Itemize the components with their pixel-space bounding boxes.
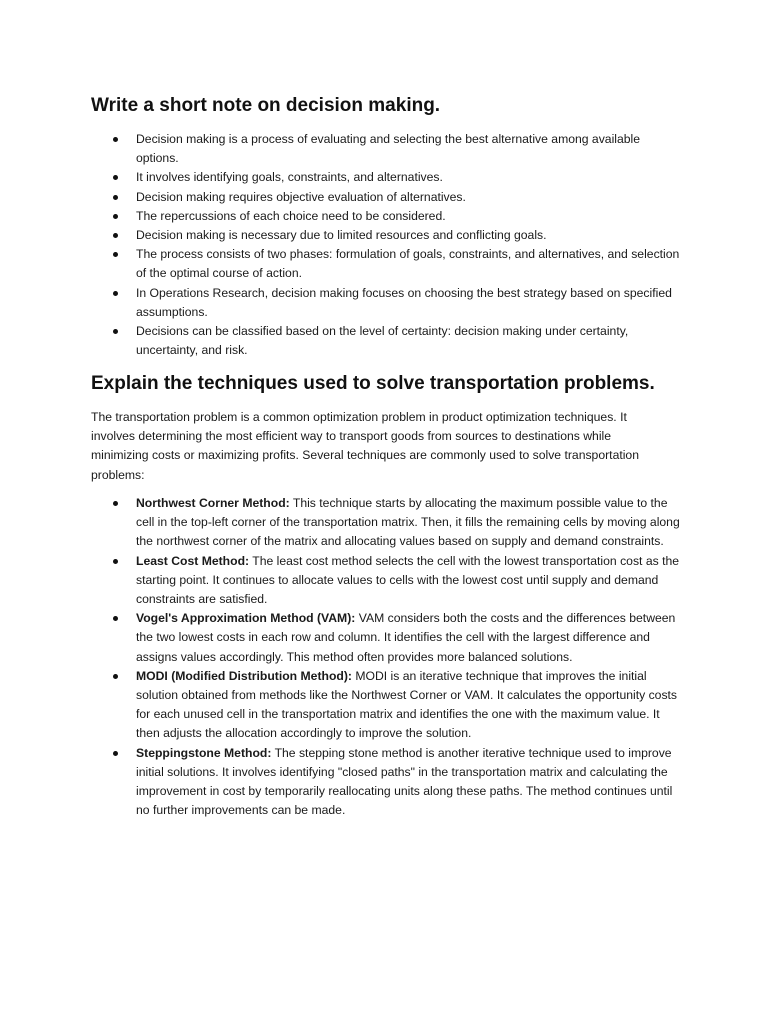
section-heading-decision-making: Write a short note on decision making. (91, 95, 441, 116)
bullet-icon (113, 291, 118, 296)
list-item-text: Decision making requires objective evaluation of alternatives. (136, 189, 466, 204)
list-item (91, 188, 681, 207)
method-term: Steppingstone Method: (136, 745, 272, 760)
list-item-text: In Operations Research, decision making focuses on choosing the best strategy based on specified assumptions. (136, 285, 672, 319)
list-item (91, 322, 681, 360)
transportation-methods-list (91, 494, 681, 820)
bullet-icon (113, 137, 118, 142)
list-item-modi (91, 667, 681, 744)
transportation-intro-paragraph: The transportation problem is a common optimization problem in product optimization techniques. It involves determining the most efficient way to transport goods from sources to destinations while minimizing costs or maximizing profits. Several techniques are commonly used to solve transportation problems: (91, 410, 639, 482)
list-item-vam (91, 609, 681, 667)
method-term: MODI (Modified Distribution Method): (136, 668, 352, 683)
bullet-icon (113, 559, 118, 564)
list-item (91, 284, 681, 322)
list-item (91, 226, 681, 245)
method-term: Least Cost Method: (136, 553, 250, 568)
list-item (91, 245, 681, 283)
bullet-icon (113, 501, 118, 506)
bullet-icon (113, 233, 118, 238)
bullet-icon (113, 175, 118, 180)
list-item-text: It involves identifying goals, constraints, and alternatives. (136, 170, 443, 185)
method-description: VAM considers both the costs and the differences between the two lowest costs in each row and column. It identifies the cell with the largest difference and assigns values accordingly. This method often provides more balanced solutions. (136, 611, 676, 664)
bullet-icon (113, 674, 118, 679)
list-item-northwest-corner (91, 494, 681, 552)
list-item-steppingstone (91, 744, 681, 821)
method-term: Vogel's Approximation Method (VAM): (136, 611, 356, 626)
list-item (91, 207, 681, 226)
bullet-icon (113, 252, 118, 257)
method-term: Northwest Corner Method: (136, 496, 290, 510)
list-item-least-cost (91, 552, 681, 610)
bullet-icon (113, 195, 118, 200)
list-item-text: The process consists of two phases: formulation of goals, constraints, and alternatives, and selection of the optimal course of action. (136, 247, 680, 281)
decision-making-bullet-list (91, 130, 681, 360)
method-description: The stepping stone method is another iterative technique used to improve initial solutions. It involves identifying "closed paths" in the transportation matrix and calculating the improvement in cost by temporarily reallocating units along these paths. The method continues until no further improvements can be made. (136, 745, 673, 818)
bullet-icon (113, 616, 118, 621)
list-item-text: Decision making is a process of evaluating and selecting the best alternative among available options. (136, 132, 641, 166)
list-item-text: Decision making is necessary due to limited resources and conflicting goals. (136, 228, 547, 243)
list-item (91, 130, 681, 168)
method-description: The least cost method selects the cell with the lowest transportation cost as the starting point. It continues to allocate values to cells with the lowest cost until supply and demand constraints are satisfied. (136, 553, 680, 607)
list-item-text: Decisions can be classified based on the level of certainty: decision making under certainty, uncertainty, and risk. (136, 324, 629, 358)
bullet-icon (113, 214, 118, 219)
method-description: This technique starts by allocating the maximum possible value to the cell in the top-left corner of the transportation matrix. Then, it fills the remaining cells by moving along the northwest corner of the matrix and allocating values based on supply and demand constraints. (136, 496, 680, 549)
section-heading-transportation: Explain the techniques used to solve transportation problems. (91, 373, 655, 394)
list-item (91, 168, 681, 187)
list-item-text: The repercussions of each choice need to be considered. (136, 208, 446, 223)
bullet-icon (113, 751, 118, 756)
method-description: MODI is an iterative technique that improves the initial solution obtained from methods like the Northwest Corner or VAM. It calculates the opportunity costs for each unused cell in the transportation matrix and identifies the one with the maximum value. It then adjusts the allocation accordingly to improve the solution. (136, 668, 678, 741)
bullet-icon (113, 329, 118, 334)
